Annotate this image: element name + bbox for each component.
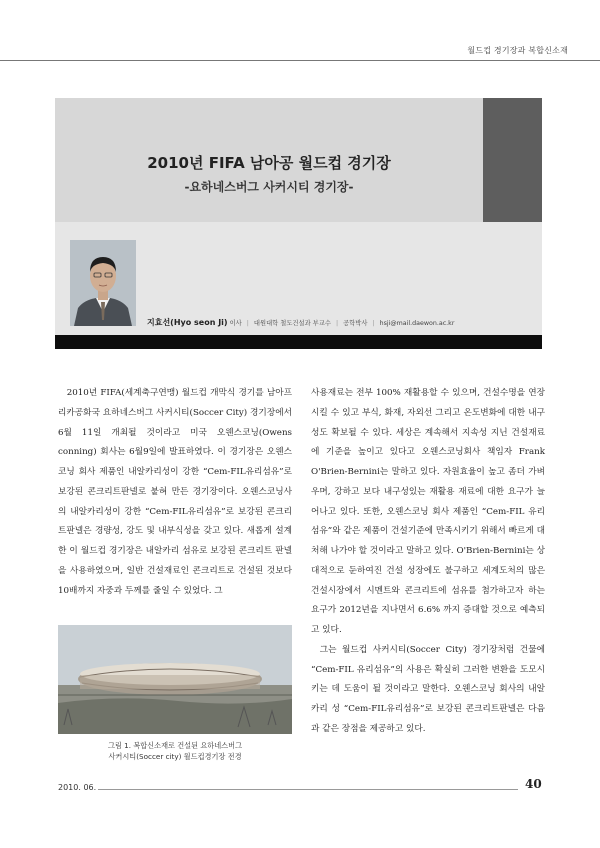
caption-line-2: 사커시티(Soccer city) 월드컵경기장 전경 (108, 752, 242, 761)
separator: | (372, 320, 375, 327)
title-accent-block (483, 98, 542, 222)
footer-rule (98, 789, 518, 790)
body-paragraph: 사용재료는 전부 100% 재활용할 수 있으며, 건설수명을 연장시킬 수 있고 부식, 화재, 자외선 그리고 온도변화에 대한 내구성도 확보될 수 있다. 세상은 계속해서 지속성 지닌 건설재료에 기준을 높이고 있다고 오웬스코닝회사 책임자 Frank O'Brien-Bernini는 말하고 있다. 자원효율이 높고 좀더 가벼우며, 강하고 보다 내구성있는 재활용 재료에 대한 요구가 늘어나고 있다. 또한, 오웬스코닝 회사 제품인 “Cem-FIL 유리섬유”와 같은 제품이 건설기준에 만족시키기 위해서 빠르게 대처해 나가야 할 것이라고 말하고 있다. O'Brien-Bernini는 상대적으로 둔하여진 건설 성장에도 불구하고 세계도처의 많은 건설시장에서 시멘트와 콘크리트에 섬유를 첨가하고자 하는 요구가 2012년을 지나면서 6.6% 까지 증대할 것으로 예측되고 있다. (311, 388, 545, 635)
issue-date: 2010. 06. (58, 783, 97, 792)
body-paragraph: 그는 월드컵 사커시티(Soccer City) 경기장처럼 건물에 “Cem-FIL 유리섬유”의 사용은 확실히 그러한 변환을 도모시키는 데 도움이 될 것이라고 말한다. 오웬스코닝 회사의 내알카리 성 “Cem-FIL유리섬유”로 보강된 콘크리트판넬은 다음과 같은 장점을 제공하고 있다. (311, 644, 545, 734)
author-affiliation: 대원대학 철도건설과 부교수 (253, 320, 331, 327)
author-photo (70, 240, 136, 326)
author-info (147, 317, 542, 328)
figure-caption (58, 740, 292, 762)
body-paragraph: 2010년 FIFA(세계축구연맹) 월드컵 개막식 경기를 남아프리카공화국 요하네스버그 사커시티(Soccer City) 경기장에서 6월 11일 개최될 것이라고 미국 오웬스코닝(Owens conning) 회사는 6월9일에 발표하였다. 이 경기장은 오웬스코닝 회사 제품인 내알카리성이 강한 “Cem-FIL유리섬유”로 보강된 콘크리트판넬로 붙혀 만든 경기장이다. 오웬스코닝사의 내알카리성이 강한 “Cem-FIL유리섬유”로 보강된 콘크리트판넬은 경량성, 강도 및 내부식성을 갖고 있다. 새롭게 설계한 이 월드컵 경기장은 내알카리 섬유로 보강된 콘크리트 판넬을 사용하였으며, 일반 건설재료인 콘크리트로 건설된 것보다 10배까지 자중과 두께를 줄일 수 있었다. 그 (58, 388, 292, 596)
caption-line-1: 그림 1. 복합신소재로 건설된 요하네스버그 (107, 741, 243, 750)
author-email[interactable]: hsji@mail.daewon.ac.kr (379, 320, 455, 327)
separator: | (335, 320, 339, 327)
running-header: 월드컵 경기장과 복합신소재 (467, 46, 568, 55)
stadium-photo (58, 625, 292, 734)
body-right-column (311, 384, 545, 740)
author-role: 이사 (229, 320, 242, 327)
separator: | (246, 320, 249, 327)
header-rule (0, 60, 600, 61)
page-number: 40 (525, 777, 542, 791)
header-divider-bar (55, 335, 542, 349)
author-degree: 공학박사 (343, 320, 368, 327)
article-title: 2010년 FIFA 남아공 월드컵 경기장 (147, 154, 391, 172)
author-name: 지효선(Hyo seon Ji) (147, 318, 228, 327)
body-left-column (58, 384, 292, 601)
article-subtitle: -요하네스버그 사커시티 경기장- (184, 180, 354, 194)
